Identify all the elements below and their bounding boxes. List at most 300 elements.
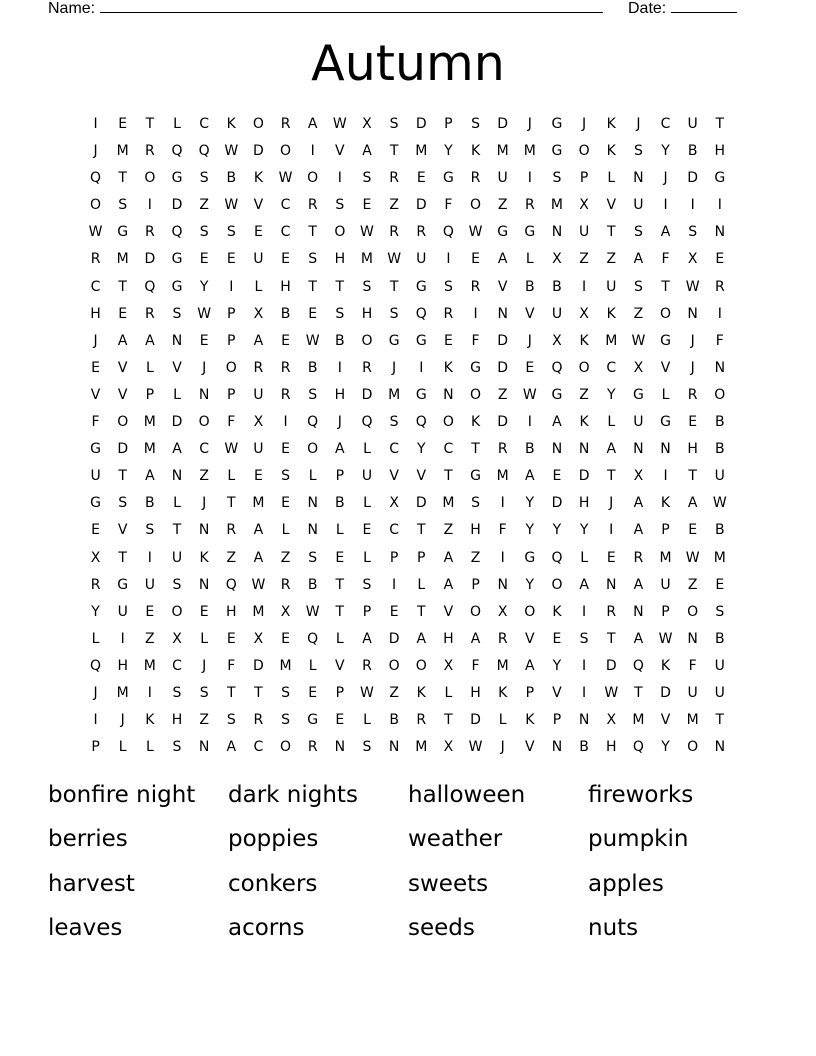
grid-letter[interactable]: G bbox=[497, 224, 509, 241]
grid-letter[interactable]: E bbox=[335, 549, 345, 566]
grid-letter[interactable]: X bbox=[253, 630, 264, 647]
grid-letter[interactable]: R bbox=[443, 305, 454, 322]
grid-letter[interactable]: E bbox=[606, 549, 616, 566]
grid-letter[interactable]: N bbox=[606, 576, 617, 593]
grid-letter[interactable]: A bbox=[579, 576, 589, 593]
grid-letter[interactable]: A bbox=[253, 522, 264, 539]
grid-letter[interactable]: O bbox=[578, 143, 590, 160]
grid-letter[interactable]: N bbox=[633, 170, 644, 187]
grid-letter[interactable]: U bbox=[361, 468, 373, 485]
grid-letter[interactable]: D bbox=[660, 684, 671, 701]
grid-letter[interactable]: U bbox=[714, 684, 725, 701]
grid-letter[interactable]: K bbox=[606, 305, 616, 322]
grid-letter[interactable]: D bbox=[415, 116, 427, 132]
grid-letter[interactable]: W bbox=[658, 630, 673, 647]
grid-letter[interactable]: H bbox=[280, 278, 291, 295]
grid-letter[interactable]: V bbox=[660, 712, 671, 729]
grid-letter[interactable]: E bbox=[688, 414, 698, 431]
grid-letter[interactable]: R bbox=[253, 359, 264, 376]
grid-letter[interactable]: C bbox=[253, 739, 264, 756]
grid-letter[interactable]: J bbox=[337, 414, 342, 431]
grid-letter[interactable]: V bbox=[416, 468, 427, 485]
grid-letter[interactable]: A bbox=[226, 739, 237, 756]
grid-letter[interactable]: Q bbox=[225, 576, 237, 593]
grid-letter[interactable]: D bbox=[551, 495, 563, 512]
grid-letter[interactable]: E bbox=[91, 359, 100, 376]
grid-letter[interactable]: C bbox=[280, 197, 291, 214]
grid-letter[interactable]: M bbox=[496, 468, 509, 485]
grid-letter[interactable]: N bbox=[633, 603, 644, 620]
grid-letter[interactable]: M bbox=[279, 657, 292, 674]
grid-letter[interactable]: K bbox=[498, 684, 508, 701]
grid-letter[interactable]: I bbox=[120, 630, 125, 647]
grid-letter[interactable]: X bbox=[253, 414, 264, 431]
grid-letter[interactable]: D bbox=[497, 359, 509, 376]
grid-letter[interactable]: S bbox=[389, 414, 399, 431]
grid-letter[interactable]: A bbox=[633, 522, 644, 539]
grid-letter[interactable]: M bbox=[496, 657, 509, 674]
grid-letter[interactable]: S bbox=[281, 712, 290, 729]
grid-letter[interactable]: E bbox=[389, 603, 399, 620]
grid-letter[interactable]: N bbox=[633, 441, 644, 458]
grid-letter[interactable]: K bbox=[525, 712, 535, 729]
grid-letter[interactable]: Z bbox=[145, 630, 155, 647]
grid-letter[interactable]: I bbox=[582, 657, 587, 674]
grid-letter[interactable]: U bbox=[253, 251, 264, 268]
grid-letter[interactable]: H bbox=[578, 495, 590, 512]
grid-letter[interactable]: A bbox=[335, 441, 345, 458]
grid-letter[interactable]: M bbox=[605, 332, 618, 349]
grid-letter[interactable]: T bbox=[416, 522, 426, 539]
grid-letter[interactable]: S bbox=[715, 603, 725, 620]
grid-letter[interactable]: U bbox=[497, 170, 508, 187]
grid-letter[interactable]: J bbox=[527, 116, 532, 132]
grid-letter[interactable]: D bbox=[497, 116, 509, 132]
grid-letter[interactable]: E bbox=[308, 684, 318, 701]
grid-letter[interactable]: C bbox=[606, 359, 617, 376]
grid-letter[interactable]: S bbox=[443, 278, 453, 295]
grid-letter[interactable]: R bbox=[497, 441, 508, 458]
grid-letter[interactable]: P bbox=[227, 305, 236, 322]
grid-letter[interactable]: A bbox=[145, 468, 155, 485]
grid-letter[interactable]: V bbox=[335, 657, 345, 674]
grid-letter[interactable]: O bbox=[524, 603, 536, 620]
grid-letter[interactable]: D bbox=[470, 712, 481, 729]
grid-letter[interactable]: Z bbox=[497, 197, 508, 214]
grid-letter[interactable]: X bbox=[389, 495, 399, 512]
grid-letter[interactable]: W bbox=[468, 224, 483, 241]
grid-letter[interactable]: X bbox=[172, 630, 182, 647]
grid-letter[interactable]: O bbox=[687, 603, 699, 620]
grid-letter[interactable]: V bbox=[497, 278, 508, 295]
grid-letter[interactable]: S bbox=[199, 170, 209, 187]
grid-letter[interactable]: J bbox=[93, 684, 98, 701]
grid-letter[interactable]: G bbox=[415, 278, 427, 295]
grid-letter[interactable]: H bbox=[171, 712, 183, 729]
grid-letter[interactable]: P bbox=[552, 712, 562, 729]
grid-letter[interactable]: N bbox=[551, 224, 563, 241]
grid-letter[interactable]: L bbox=[308, 657, 317, 674]
grid-letter[interactable]: I bbox=[582, 278, 587, 295]
grid-letter[interactable]: T bbox=[606, 630, 616, 647]
grid-letter[interactable]: X bbox=[552, 251, 562, 268]
grid-letter[interactable]: M bbox=[143, 657, 156, 674]
grid-letter[interactable]: T bbox=[335, 603, 345, 620]
grid-letter[interactable]: E bbox=[281, 441, 290, 458]
grid-letter[interactable]: V bbox=[660, 359, 671, 376]
grid-letter[interactable]: V bbox=[253, 197, 264, 214]
grid-letter[interactable]: N bbox=[497, 305, 508, 322]
grid-letter[interactable]: J bbox=[690, 332, 695, 349]
grid-letter[interactable]: K bbox=[579, 332, 589, 349]
grid-letter[interactable]: N bbox=[687, 630, 698, 647]
grid-letter[interactable]: K bbox=[416, 684, 426, 701]
grid-letter[interactable]: E bbox=[226, 630, 236, 647]
grid-letter[interactable]: X bbox=[579, 197, 589, 214]
grid-letter[interactable]: O bbox=[442, 414, 454, 431]
grid-letter[interactable]: U bbox=[714, 657, 725, 674]
grid-letter[interactable]: K bbox=[606, 116, 616, 132]
grid-letter[interactable]: C bbox=[660, 116, 671, 132]
grid-letter[interactable]: A bbox=[633, 251, 644, 268]
grid-letter[interactable]: L bbox=[607, 414, 616, 431]
grid-letter[interactable]: E bbox=[715, 576, 725, 593]
grid-letter[interactable]: G bbox=[551, 143, 563, 160]
grid-letter[interactable]: Q bbox=[632, 739, 644, 756]
grid-letter[interactable]: D bbox=[497, 414, 509, 431]
grid-letter[interactable]: I bbox=[147, 549, 152, 566]
grid-letter[interactable]: S bbox=[688, 224, 698, 241]
grid-letter[interactable]: S bbox=[199, 224, 209, 241]
grid-letter[interactable]: U bbox=[578, 224, 590, 241]
grid-letter[interactable]: T bbox=[471, 441, 480, 458]
grid-letter[interactable]: X bbox=[362, 116, 372, 132]
grid-letter[interactable]: L bbox=[607, 170, 616, 187]
grid-letter[interactable]: Q bbox=[551, 549, 563, 566]
grid-letter[interactable]: H bbox=[470, 522, 481, 539]
grid-letter[interactable]: R bbox=[687, 386, 698, 403]
grid-letter[interactable]: S bbox=[362, 170, 372, 187]
grid-letter[interactable]: M bbox=[252, 603, 265, 620]
grid-letter[interactable]: L bbox=[417, 576, 426, 593]
grid-letter[interactable]: U bbox=[606, 278, 617, 295]
grid-letter[interactable]: S bbox=[118, 197, 128, 214]
grid-letter[interactable]: B bbox=[145, 495, 155, 512]
grid-letter[interactable]: A bbox=[307, 116, 318, 132]
grid-letter[interactable]: I bbox=[690, 197, 695, 214]
grid-letter[interactable]: E bbox=[471, 251, 480, 268]
grid-letter[interactable]: M bbox=[713, 549, 726, 566]
grid-letter[interactable]: T bbox=[606, 224, 616, 241]
grid-letter[interactable]: I bbox=[337, 170, 342, 187]
grid-letter[interactable]: X bbox=[633, 468, 644, 485]
grid-letter[interactable]: Y bbox=[91, 603, 100, 620]
grid-letter[interactable]: F bbox=[227, 657, 236, 674]
grid-letter[interactable]: A bbox=[253, 332, 264, 349]
grid-letter[interactable]: R bbox=[362, 359, 372, 376]
grid-letter[interactable]: M bbox=[388, 386, 401, 403]
grid-letter[interactable]: O bbox=[470, 386, 482, 403]
grid-letter[interactable]: J bbox=[392, 359, 397, 376]
grid-letter[interactable]: P bbox=[335, 684, 345, 701]
grid-letter[interactable]: U bbox=[714, 468, 725, 485]
grid-letter[interactable]: S bbox=[471, 116, 480, 132]
grid-letter[interactable]: T bbox=[335, 278, 345, 295]
grid-letter[interactable]: J bbox=[582, 116, 587, 132]
grid-letter[interactable]: A bbox=[497, 251, 508, 268]
grid-letter[interactable]: B bbox=[552, 278, 562, 295]
grid-letter[interactable]: W bbox=[251, 576, 266, 593]
grid-letter[interactable]: F bbox=[661, 251, 670, 268]
grid-letter[interactable]: H bbox=[226, 603, 237, 620]
grid-letter[interactable]: A bbox=[633, 576, 644, 593]
grid-letter[interactable]: I bbox=[147, 197, 152, 214]
grid-letter[interactable]: W bbox=[305, 603, 320, 620]
grid-letter[interactable]: G bbox=[660, 414, 671, 431]
grid-letter[interactable]: V bbox=[389, 468, 399, 485]
grid-letter[interactable]: L bbox=[118, 739, 127, 756]
grid-letter[interactable]: C bbox=[389, 522, 399, 539]
grid-letter[interactable]: M bbox=[116, 143, 129, 160]
grid-letter[interactable]: O bbox=[551, 576, 563, 593]
grid-letter[interactable]: D bbox=[253, 143, 264, 160]
grid-letter[interactable]: S bbox=[633, 224, 643, 241]
grid-letter[interactable]: D bbox=[361, 386, 373, 403]
grid-letter[interactable]: S bbox=[199, 684, 209, 701]
grid-letter[interactable]: W bbox=[332, 116, 347, 132]
grid-letter[interactable]: T bbox=[389, 278, 399, 295]
grid-letter[interactable]: K bbox=[226, 116, 236, 132]
grid-letter[interactable]: Z bbox=[579, 251, 589, 268]
grid-letter[interactable]: B bbox=[389, 712, 399, 729]
grid-letter[interactable]: U bbox=[253, 386, 264, 403]
grid-letter[interactable]: S bbox=[226, 712, 236, 729]
grid-letter[interactable]: S bbox=[579, 630, 589, 647]
grid-letter[interactable]: G bbox=[632, 386, 644, 403]
grid-letter[interactable]: I bbox=[527, 170, 532, 187]
grid-letter[interactable]: Z bbox=[389, 684, 399, 701]
grid-letter[interactable]: V bbox=[552, 684, 562, 701]
grid-letter[interactable]: G bbox=[171, 278, 183, 295]
grid-letter[interactable]: I bbox=[717, 197, 722, 214]
grid-letter[interactable]: S bbox=[633, 143, 643, 160]
grid-letter[interactable]: G bbox=[714, 170, 726, 187]
grid-letter[interactable]: D bbox=[171, 414, 183, 431]
grid-letter[interactable]: E bbox=[118, 305, 128, 322]
grid-letter[interactable]: S bbox=[172, 739, 182, 756]
grid-letter[interactable]: I bbox=[147, 684, 152, 701]
grid-letter[interactable]: T bbox=[145, 116, 155, 132]
grid-letter[interactable]: R bbox=[253, 712, 264, 729]
grid-letter[interactable]: Y bbox=[416, 441, 426, 458]
grid-letter[interactable]: T bbox=[335, 576, 345, 593]
grid-letter[interactable]: E bbox=[362, 522, 372, 539]
grid-letter[interactable]: Q bbox=[415, 305, 427, 322]
grid-letter[interactable]: S bbox=[335, 197, 345, 214]
grid-letter[interactable]: M bbox=[442, 495, 455, 512]
grid-letter[interactable]: D bbox=[415, 495, 427, 512]
grid-letter[interactable]: Q bbox=[198, 143, 210, 160]
name-blank-line[interactable] bbox=[100, 0, 603, 13]
grid-letter[interactable]: L bbox=[335, 522, 344, 539]
grid-letter[interactable]: B bbox=[280, 305, 291, 322]
grid-letter[interactable]: Y bbox=[606, 386, 616, 403]
grid-letter[interactable]: O bbox=[144, 170, 156, 187]
grid-letter[interactable]: X bbox=[443, 739, 454, 756]
grid-letter[interactable]: M bbox=[415, 143, 428, 160]
grid-letter[interactable]: W bbox=[631, 332, 646, 349]
grid-letter[interactable]: B bbox=[525, 278, 535, 295]
grid-letter[interactable]: L bbox=[525, 251, 534, 268]
grid-letter[interactable]: G bbox=[470, 468, 481, 485]
grid-letter[interactable]: N bbox=[307, 495, 318, 512]
grid-letter[interactable]: S bbox=[362, 739, 372, 756]
grid-letter[interactable]: G bbox=[524, 549, 536, 566]
grid-letter[interactable]: Z bbox=[606, 251, 617, 268]
grid-letter[interactable]: W bbox=[685, 549, 700, 566]
grid-letter[interactable]: I bbox=[500, 495, 505, 512]
grid-letter[interactable]: V bbox=[335, 143, 345, 160]
grid-letter[interactable]: S bbox=[335, 305, 345, 322]
grid-letter[interactable]: Z bbox=[497, 386, 508, 403]
grid-letter[interactable]: R bbox=[362, 657, 372, 674]
grid-letter[interactable]: O bbox=[714, 386, 726, 403]
grid-letter[interactable]: Y bbox=[661, 739, 670, 756]
grid-letter[interactable]: R bbox=[470, 278, 481, 295]
grid-letter[interactable]: Z bbox=[199, 468, 209, 485]
grid-letter[interactable]: A bbox=[117, 332, 128, 349]
grid-letter[interactable]: Z bbox=[443, 522, 454, 539]
grid-letter[interactable]: I bbox=[392, 576, 397, 593]
grid-letter[interactable]: Q bbox=[90, 170, 102, 187]
grid-letter[interactable]: N bbox=[334, 739, 346, 756]
grid-letter[interactable]: P bbox=[661, 603, 670, 620]
grid-letter[interactable]: Z bbox=[687, 576, 698, 593]
grid-letter[interactable]: G bbox=[551, 386, 563, 403]
grid-letter[interactable]: P bbox=[145, 386, 155, 403]
grid-letter[interactable]: J bbox=[93, 332, 98, 349]
grid-letter[interactable]: I bbox=[717, 305, 722, 322]
grid-letter[interactable]: Z bbox=[226, 549, 237, 566]
grid-letter[interactable]: N bbox=[388, 739, 400, 756]
grid-letter[interactable]: Q bbox=[442, 224, 454, 241]
grid-letter[interactable]: X bbox=[253, 305, 264, 322]
grid-letter[interactable]: R bbox=[524, 197, 535, 214]
grid-letter[interactable]: I bbox=[473, 305, 478, 322]
grid-letter[interactable]: V bbox=[172, 359, 182, 376]
grid-letter[interactable]: T bbox=[661, 278, 670, 295]
grid-letter[interactable]: J bbox=[120, 712, 125, 729]
grid-letter[interactable]: I bbox=[663, 468, 668, 485]
grid-letter[interactable]: L bbox=[363, 549, 371, 566]
grid-letter[interactable]: E bbox=[281, 332, 290, 349]
grid-letter[interactable]: D bbox=[117, 441, 129, 458]
grid-letter[interactable]: R bbox=[90, 251, 101, 268]
grid-letter[interactable]: D bbox=[415, 197, 427, 214]
grid-letter[interactable]: G bbox=[117, 224, 129, 241]
grid-letter[interactable]: T bbox=[389, 143, 399, 160]
grid-letter[interactable]: F bbox=[91, 414, 100, 431]
grid-letter[interactable]: H bbox=[714, 143, 726, 160]
grid-letter[interactable]: E bbox=[281, 630, 290, 647]
grid-letter[interactable]: K bbox=[552, 603, 562, 620]
grid-letter[interactable]: M bbox=[496, 143, 509, 160]
grid-letter[interactable]: S bbox=[281, 684, 290, 701]
grid-letter[interactable]: A bbox=[633, 630, 644, 647]
grid-letter[interactable]: P bbox=[362, 603, 372, 620]
grid-letter[interactable]: B bbox=[307, 359, 318, 376]
grid-letter[interactable]: W bbox=[360, 684, 374, 701]
grid-letter[interactable]: T bbox=[416, 603, 426, 620]
grid-letter[interactable]: E bbox=[253, 224, 263, 241]
grid-letter[interactable]: D bbox=[497, 332, 509, 349]
grid-letter[interactable]: G bbox=[171, 170, 183, 187]
grid-letter[interactable]: R bbox=[144, 143, 155, 160]
grid-letter[interactable]: X bbox=[443, 657, 454, 674]
grid-letter[interactable]: S bbox=[226, 224, 236, 241]
grid-letter[interactable]: L bbox=[363, 441, 371, 458]
grid-letter[interactable]: N bbox=[551, 441, 563, 458]
grid-letter[interactable]: R bbox=[280, 116, 291, 132]
grid-letter[interactable]: A bbox=[660, 224, 671, 241]
grid-letter[interactable]: O bbox=[415, 657, 427, 674]
grid-letter[interactable]: N bbox=[551, 739, 563, 756]
grid-letter[interactable]: S bbox=[362, 278, 372, 295]
grid-letter[interactable]: V bbox=[117, 522, 128, 539]
grid-letter[interactable]: P bbox=[661, 522, 670, 539]
grid-letter[interactable]: R bbox=[144, 224, 155, 241]
grid-letter[interactable]: O bbox=[361, 332, 373, 349]
grid-letter[interactable]: P bbox=[389, 549, 399, 566]
grid-letter[interactable]: O bbox=[470, 197, 482, 214]
grid-letter[interactable]: T bbox=[118, 468, 127, 485]
grid-letter[interactable]: K bbox=[470, 143, 481, 160]
grid-letter[interactable]: G bbox=[551, 116, 563, 132]
grid-letter[interactable]: M bbox=[659, 549, 672, 566]
grid-letter[interactable]: Q bbox=[307, 414, 319, 431]
grid-letter[interactable]: Z bbox=[280, 549, 291, 566]
grid-letter[interactable]: A bbox=[416, 630, 427, 647]
grid-letter[interactable]: Q bbox=[171, 143, 183, 160]
grid-letter[interactable]: P bbox=[227, 386, 236, 403]
grid-letter[interactable]: M bbox=[143, 441, 156, 458]
grid-letter[interactable]: N bbox=[497, 576, 508, 593]
grid-letter[interactable]: V bbox=[117, 359, 128, 376]
grid-letter[interactable]: K bbox=[470, 414, 481, 431]
grid-letter[interactable]: V bbox=[525, 630, 535, 647]
grid-letter[interactable]: O bbox=[225, 359, 237, 376]
grid-letter[interactable]: S bbox=[281, 468, 290, 485]
grid-letter[interactable]: I bbox=[283, 414, 288, 431]
grid-letter[interactable]: Y bbox=[579, 522, 589, 539]
grid-letter[interactable]: W bbox=[224, 197, 239, 214]
grid-letter[interactable]: E bbox=[525, 359, 535, 376]
grid-letter[interactable]: O bbox=[171, 603, 183, 620]
grid-letter[interactable]: W bbox=[197, 305, 212, 322]
grid-letter[interactable]: P bbox=[579, 170, 589, 187]
grid-letter[interactable]: N bbox=[171, 332, 183, 349]
grid-letter[interactable]: B bbox=[579, 739, 589, 756]
grid-letter[interactable]: B bbox=[687, 143, 698, 160]
grid-letter[interactable]: E bbox=[443, 332, 453, 349]
grid-letter[interactable]: A bbox=[443, 549, 454, 566]
grid-letter[interactable]: K bbox=[443, 359, 453, 376]
grid-letter[interactable]: G bbox=[524, 224, 536, 241]
grid-letter[interactable]: U bbox=[687, 116, 698, 132]
grid-letter[interactable]: I bbox=[446, 251, 451, 268]
grid-letter[interactable]: J bbox=[609, 495, 614, 512]
grid-letter[interactable]: S bbox=[552, 170, 562, 187]
